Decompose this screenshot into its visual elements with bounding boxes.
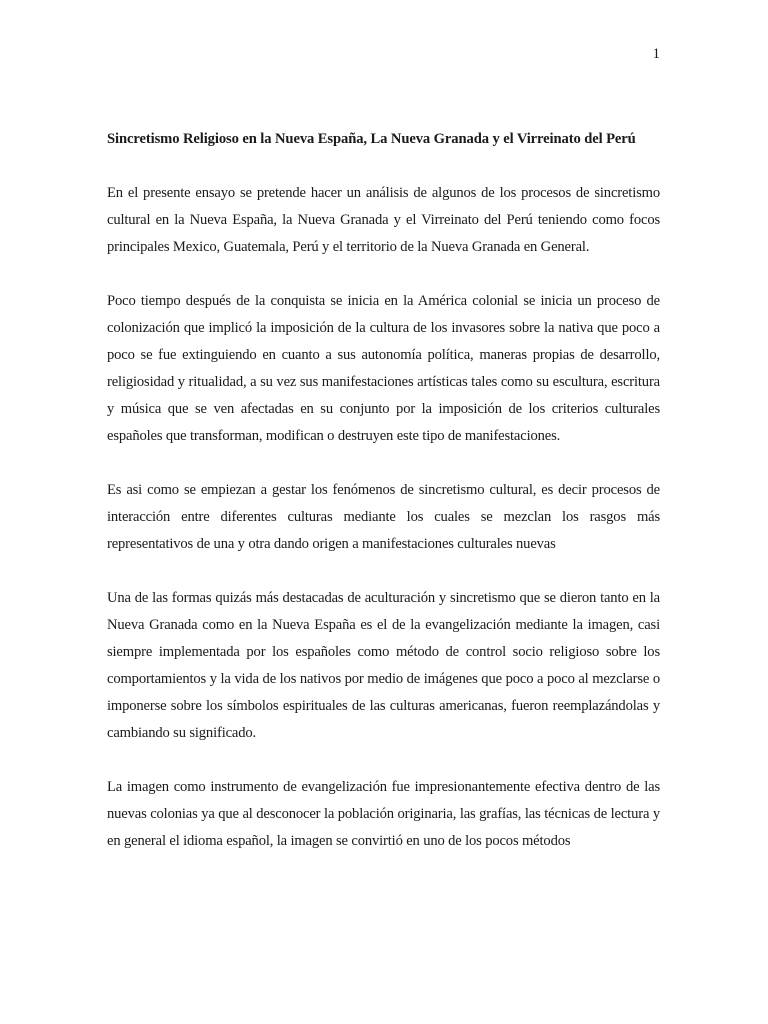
document-title: Sincretismo Religioso en la Nueva España, La Nueva Granada y el Virreinato del Perú [107,131,636,147]
paragraph-3: Es asi como se empiezan a gestar los fenómenos de sincretismo cultural, es decir procesos de interacción entre diferentes culturas mediante los cuales se mezclan los rasgos más representativos de una y otra dando origen a manifestaciones culturales nuevas [107,482,660,552]
document-body [107,126,660,882]
paragraph-1: En el presente ensayo se pretende hacer un análisis de algunos de los procesos de sincretismo cultural en la Nueva España, la Nueva Granada y el Virreinato del Perú teniendo como focos principales Mexico, Guatemala, Perú y el territorio de la Nueva Granada en General. [107,185,660,255]
paragraph-5: La imagen como instrumento de evangelización fue impresionantemente efectiva dentro de las nuevas colonias ya que al desconocer la población originaria, las grafías, las técnicas de lectura y en general el idioma español, la imagen se convirtió en uno de los pocos métodos [107,779,660,849]
paragraph-4: Una de las formas quizás más destacadas de aculturación y sincretismo que se dieron tanto en la Nueva Granada como en la Nueva España es el de la evangelización mediante la imagen, casi siempre implementada por los españoles como método de control socio religioso sobre los comportamientos y la vida de los nativos por medio de imágenes que poco a poco al mezclarse o imponerse sobre los símbolos espirituales de las culturas americanas, fueron reemplazándolas y cambiando su significado. [107,590,660,741]
paragraph-2: Poco tiempo después de la conquista se inicia en la América colonial se inicia un proceso de colonización que implicó la imposición de la cultura de los invasores sobre la nativa que poco a poco se fue extinguiendo en cuanto a sus autonomía política, maneras propias de desarrollo, religiosidad y ritualidad, a su vez sus manifestaciones artísticas tales como su escultura, escritura y música que se ven afectadas en su conjunto por la imposición de los criterios culturales españoles que transforman, modifican o destruyen este tipo de manifestaciones. [107,293,660,444]
page-number: 1 [652,46,660,62]
